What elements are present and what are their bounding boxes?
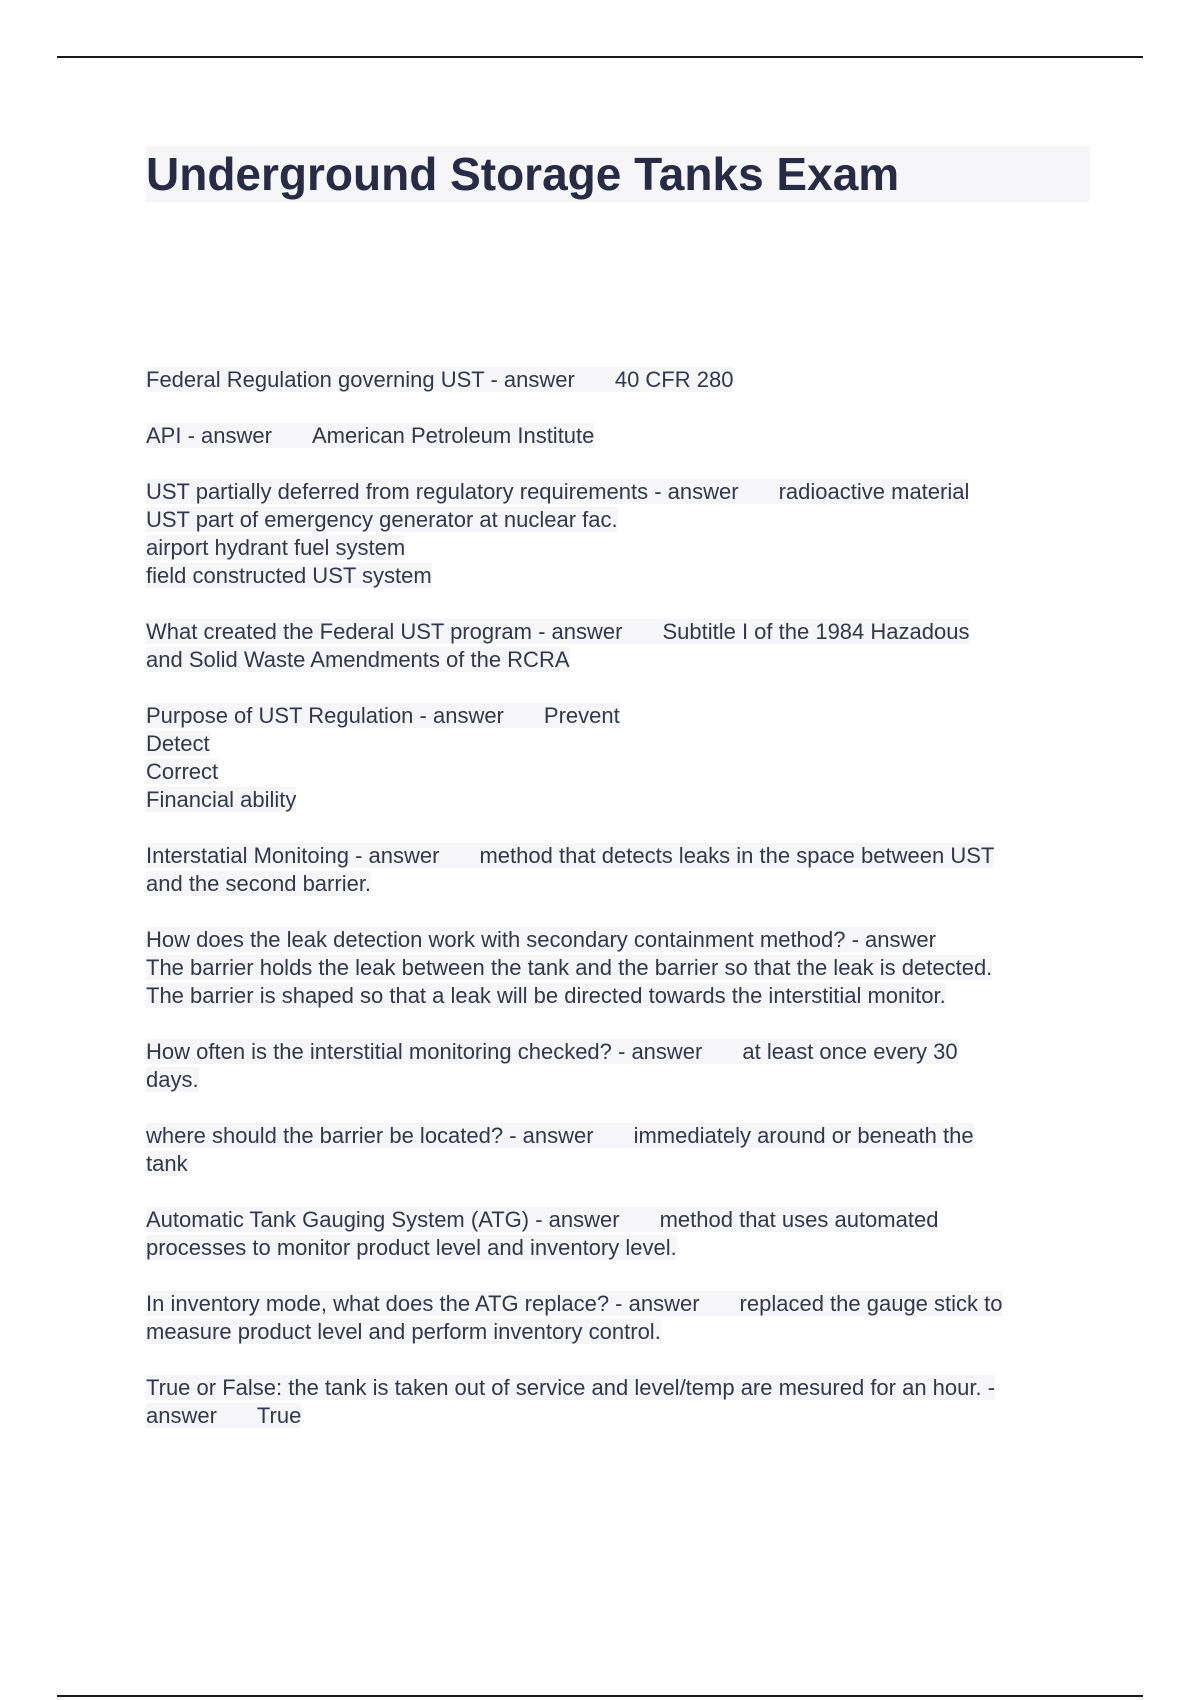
qa-line xyxy=(146,1402,1096,1430)
qa-text: and the second barrier. xyxy=(146,871,372,896)
qa-line xyxy=(146,366,1096,394)
qa-line xyxy=(146,478,1096,506)
qa-line-highlight xyxy=(146,955,992,980)
qa-line-highlight xyxy=(146,927,936,952)
qa-line xyxy=(146,954,1096,982)
qa-line-highlight xyxy=(146,1403,301,1428)
qa-line-highlight xyxy=(146,843,994,868)
qa-answer: American Petroleum Institute xyxy=(311,423,595,448)
qa-line xyxy=(146,1234,1096,1262)
qa-question: Automatic Tank Gauging System (ATG) - answer xyxy=(146,1207,620,1232)
qa-question: where should the barrier be located? - answer xyxy=(146,1123,594,1148)
qa-line xyxy=(146,758,1096,786)
qa-item xyxy=(146,1206,1096,1262)
qa-line-highlight xyxy=(146,759,218,784)
qa-text: Financial ability xyxy=(146,787,297,812)
qa-line xyxy=(146,1374,1096,1402)
qa-line xyxy=(146,534,1096,562)
qa-text: tank xyxy=(146,1151,188,1176)
qa-line xyxy=(146,730,1096,758)
qa-line-highlight xyxy=(146,731,210,756)
qa-text: Correct xyxy=(146,759,219,784)
qa-line-highlight xyxy=(146,1291,1003,1316)
qa-item xyxy=(146,702,1096,814)
qa-answer: Prevent xyxy=(543,703,620,728)
qa-line xyxy=(146,1150,1096,1178)
qa-line-highlight xyxy=(146,983,946,1008)
qa-text: processes to monitor product level and inventory level. xyxy=(146,1235,677,1260)
qa-line xyxy=(146,506,1096,534)
qa-line-highlight xyxy=(146,1039,958,1064)
qa-question: How often is the interstitial monitoring checked? - answer xyxy=(146,1039,703,1064)
qa-line-highlight xyxy=(146,423,594,448)
qa-line xyxy=(146,1066,1096,1094)
qa-line-highlight xyxy=(146,647,570,672)
qa-question: In inventory mode, what does the ATG replace? - answer xyxy=(146,1291,700,1316)
qa-question: UST partially deferred from regulatory requirements - answer xyxy=(146,479,739,504)
qa-answer: at least once every 30 xyxy=(742,1039,958,1064)
qa-line xyxy=(146,786,1096,814)
qa-text: days. xyxy=(146,1067,199,1092)
qa-text: field constructed UST system xyxy=(146,563,432,588)
qa-line-highlight xyxy=(146,1319,661,1344)
qa-question: What created the Federal UST program - answer xyxy=(146,619,623,644)
qa-answer: True xyxy=(256,1403,302,1428)
qa-item xyxy=(146,926,1096,1010)
qa-answer: method that uses automated xyxy=(659,1207,939,1232)
qa-text: How does the leak detection work with secondary containment method? - answer xyxy=(146,927,936,952)
qa-line-highlight xyxy=(146,1067,199,1092)
qa-text: airport hydrant fuel system xyxy=(146,535,406,560)
qa-item xyxy=(146,842,1096,898)
qa-text: The barrier is shaped so that a leak will be directed towards the interstitial monitor. xyxy=(146,983,946,1008)
qa-item xyxy=(146,1122,1096,1178)
qa-line-highlight xyxy=(146,535,405,560)
qa-text: measure product level and perform inventory control. xyxy=(146,1319,661,1344)
qa-answer: immediately around or beneath the xyxy=(633,1123,974,1148)
qa-item xyxy=(146,422,1096,450)
qa-line xyxy=(146,1290,1096,1318)
qa-line-highlight xyxy=(146,507,618,532)
qa-question: answer xyxy=(146,1403,217,1428)
qa-line-highlight xyxy=(146,1207,938,1232)
qa-line xyxy=(146,870,1096,898)
qa-item xyxy=(146,1290,1096,1346)
qa-question: Purpose of UST Regulation - answer xyxy=(146,703,504,728)
qa-line-highlight xyxy=(146,619,969,644)
qa-line-highlight xyxy=(146,1375,995,1400)
qa-question: API - answer xyxy=(146,423,272,448)
qa-line xyxy=(146,618,1096,646)
qa-item xyxy=(146,1038,1096,1094)
qa-line xyxy=(146,982,1096,1010)
qa-line xyxy=(146,1206,1096,1234)
qa-line xyxy=(146,562,1096,590)
bottom-rule xyxy=(57,1695,1143,1697)
top-rule xyxy=(57,56,1143,58)
qa-line-highlight xyxy=(146,787,296,812)
qa-line xyxy=(146,842,1096,870)
qa-line-highlight xyxy=(146,1235,677,1260)
qa-line xyxy=(146,926,1096,954)
qa-text: UST part of emergency generator at nuclear fac. xyxy=(146,507,618,532)
qa-text: Detect xyxy=(146,731,210,756)
qa-answer: 40 CFR 280 xyxy=(614,367,734,392)
qa-line xyxy=(146,702,1096,730)
qa-line xyxy=(146,1038,1096,1066)
qa-item xyxy=(146,366,1096,394)
qa-line-highlight xyxy=(146,871,371,896)
qa-item xyxy=(146,618,1096,674)
qa-question: Interstatial Monitoing - answer xyxy=(146,843,440,868)
page-title: Underground Storage Tanks Exam xyxy=(146,146,1090,202)
qa-line-highlight xyxy=(146,1151,188,1176)
qa-line xyxy=(146,1318,1096,1346)
qa-line-highlight xyxy=(146,563,432,588)
qa-line-highlight xyxy=(146,703,620,728)
qa-line xyxy=(146,646,1096,674)
qa-line-highlight xyxy=(146,479,969,504)
qa-item xyxy=(146,1374,1096,1430)
qa-line-highlight xyxy=(146,367,733,392)
qa-list xyxy=(146,366,1096,1458)
qa-text: True or False: the tank is taken out of service and level/temp are mesured for an hour. - xyxy=(146,1375,996,1400)
qa-text: and Solid Waste Amendments of the RCRA xyxy=(146,647,570,672)
qa-line xyxy=(146,422,1096,450)
qa-question: Federal Regulation governing UST - answer xyxy=(146,367,575,392)
qa-line-highlight xyxy=(146,1123,974,1148)
qa-answer: replaced the gauge stick to xyxy=(739,1291,1003,1316)
qa-line xyxy=(146,1122,1096,1150)
qa-answer: Subtitle I of the 1984 Hazadous xyxy=(662,619,970,644)
qa-item xyxy=(146,478,1096,590)
qa-text: The barrier holds the leak between the tank and the barrier so that the leak is detected. xyxy=(146,955,993,980)
qa-answer: method that detects leaks in the space between UST xyxy=(479,843,995,868)
qa-answer: radioactive material xyxy=(778,479,970,504)
